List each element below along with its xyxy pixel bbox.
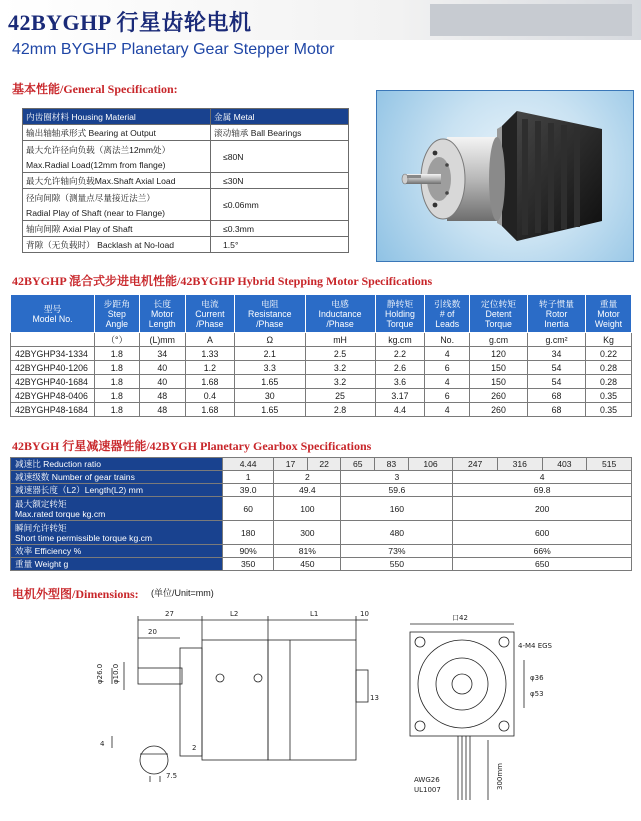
spec-label-en: Max.Radial Load(12mm from flange) bbox=[26, 159, 166, 170]
table-cell: 4 bbox=[453, 471, 632, 484]
mount-hole bbox=[415, 637, 425, 647]
table-row bbox=[11, 361, 632, 375]
gear-motor-image bbox=[377, 91, 635, 263]
title-bar bbox=[0, 0, 641, 40]
table-cell: 1.8 bbox=[95, 375, 140, 389]
dim-label: AWG26 bbox=[414, 776, 440, 784]
table-cell: 1.68 bbox=[185, 375, 234, 389]
table-cell: 65 bbox=[341, 458, 375, 471]
table-cell: 350 bbox=[223, 558, 274, 571]
column-header: 电感 Inductance /Phase bbox=[305, 295, 375, 333]
table-cell: 0.35 bbox=[586, 403, 632, 417]
table-row bbox=[23, 221, 349, 237]
table-row bbox=[11, 458, 632, 471]
dim-label: 27 bbox=[165, 610, 174, 618]
model-cell: 42BYGHP40-1684 bbox=[11, 375, 95, 389]
unit-note: (单位/Unit=mm) bbox=[151, 588, 214, 598]
table-cell: 40 bbox=[139, 375, 185, 389]
table-cell: 1.8 bbox=[95, 389, 140, 403]
spec-value: ≤0.06mm bbox=[211, 189, 349, 221]
motor-photo bbox=[376, 90, 634, 262]
dim-label: L1 bbox=[310, 610, 319, 618]
model-cell: 42BYGHP34-1334 bbox=[11, 347, 95, 361]
table-cell: 48 bbox=[139, 403, 185, 417]
general-spec-table bbox=[22, 108, 349, 253]
table-cell: 1.65 bbox=[234, 375, 305, 389]
dim-label: 4-M4 EGS bbox=[518, 642, 552, 650]
table-cell: 1.68 bbox=[185, 403, 234, 417]
table-cell: 316 bbox=[497, 458, 542, 471]
motor-body bbox=[268, 640, 356, 760]
table-cell: 1.65 bbox=[234, 403, 305, 417]
row-label: 重量 Weight g bbox=[11, 558, 223, 571]
table-cell: 68 bbox=[528, 389, 586, 403]
table-cell: 83 bbox=[375, 458, 409, 471]
column-header: 电阻 Resistance /Phase bbox=[234, 295, 305, 333]
table-cell: 68 bbox=[528, 403, 586, 417]
page-title: 42BYGHP 行星齿轮电机 bbox=[8, 10, 252, 35]
table-cell: 66% bbox=[453, 545, 632, 558]
table-cell: 450 bbox=[274, 558, 341, 571]
units-cell: mH bbox=[305, 333, 375, 347]
table-cell: 0.28 bbox=[586, 375, 632, 389]
table-cell: 48 bbox=[139, 389, 185, 403]
table-cell: 69.8 bbox=[453, 484, 632, 497]
table-row bbox=[23, 173, 349, 189]
spec-label bbox=[23, 189, 211, 221]
table-cell: 59.6 bbox=[341, 484, 453, 497]
table-cell: 1.2 bbox=[185, 361, 234, 375]
spec-value: ≤0.3mm bbox=[211, 221, 349, 237]
table-row bbox=[11, 347, 632, 361]
model-cell: 42BYGHP48-1684 bbox=[11, 403, 95, 417]
column-header: 转子惯量 Rotor Inertia bbox=[528, 295, 586, 333]
table-cell: 34 bbox=[139, 347, 185, 361]
table-cell: 247 bbox=[453, 458, 498, 471]
table-cell: 515 bbox=[587, 458, 632, 471]
table-cell: 3.3 bbox=[234, 361, 305, 375]
table-row bbox=[23, 189, 349, 221]
table-cell: 90% bbox=[223, 545, 274, 558]
dim-label: L2 bbox=[230, 610, 239, 618]
dim-label: 20 bbox=[148, 628, 157, 636]
table-cell: 260 bbox=[470, 389, 528, 403]
dim-label: 300mm bbox=[496, 763, 504, 790]
front-housing-circle bbox=[418, 640, 506, 728]
dim-label: φ36 bbox=[530, 674, 544, 682]
table-cell: 73% bbox=[341, 545, 453, 558]
title-accent-box bbox=[430, 4, 632, 36]
table-cell: 1.8 bbox=[95, 347, 140, 361]
units-cell: Ω bbox=[234, 333, 305, 347]
table-cell: 180 bbox=[223, 521, 274, 545]
spec-label-en: Radial Play of Shaft (near to Flange) bbox=[26, 207, 166, 218]
table-cell: 40 bbox=[139, 361, 185, 375]
table-cell: 0.22 bbox=[586, 347, 632, 361]
spec-label-cn: 最大允许径向负载（离法兰12mm处） bbox=[26, 144, 171, 155]
table-cell: 3.17 bbox=[375, 389, 425, 403]
dim-label: UL1007 bbox=[414, 786, 441, 794]
table-cell: 3.2 bbox=[305, 375, 375, 389]
mount-hole bbox=[499, 637, 509, 647]
table-header-row bbox=[11, 295, 632, 333]
table-cell: 2.6 bbox=[375, 361, 425, 375]
units-cell: A bbox=[185, 333, 234, 347]
screw-hole bbox=[216, 674, 224, 682]
column-header: 重量 Motor Weight bbox=[586, 295, 632, 333]
dim-label: 4 bbox=[100, 740, 105, 748]
units-cell: （°） bbox=[95, 333, 140, 347]
table-cell: 600 bbox=[453, 521, 632, 545]
spec-label bbox=[23, 141, 211, 173]
table-cell: 4.4 bbox=[375, 403, 425, 417]
table-cell: 100 bbox=[274, 497, 341, 521]
table-cell: 106 bbox=[408, 458, 453, 471]
table-row bbox=[11, 558, 632, 571]
table-cell: 300 bbox=[274, 521, 341, 545]
table-cell: 34 bbox=[528, 347, 586, 361]
table-row bbox=[23, 237, 349, 253]
dim-label: 10 bbox=[360, 610, 369, 618]
dim-label: 口42 bbox=[452, 614, 468, 622]
table-cell: 81% bbox=[274, 545, 341, 558]
model-cell: 42BYGHP48-0406 bbox=[11, 389, 95, 403]
table-cell: 30 bbox=[234, 389, 305, 403]
table-row bbox=[11, 545, 632, 558]
gearbox-spec-heading: 42BYGH 行星减速器性能/42BYGH Planetary Gearbox Specifications bbox=[12, 439, 372, 453]
row-label: 瞬间允许转矩 Short time permissible torque kg.cm bbox=[11, 521, 223, 545]
spec-value: ≤80N bbox=[211, 141, 349, 173]
table-cell: 150 bbox=[470, 361, 528, 375]
front-shaft bbox=[452, 674, 472, 694]
table-row bbox=[11, 389, 632, 403]
mount-hole bbox=[415, 721, 425, 731]
table-cell: 0.4 bbox=[185, 389, 234, 403]
table-cell: 2 bbox=[274, 471, 341, 484]
table-cell: 4 bbox=[425, 347, 470, 361]
table-row bbox=[11, 375, 632, 389]
table-cell: 54 bbox=[528, 375, 586, 389]
table-row bbox=[11, 497, 632, 521]
output-shaft bbox=[138, 668, 182, 684]
units-cell: No. bbox=[425, 333, 470, 347]
table-cell: 120 bbox=[470, 347, 528, 361]
screw-hole bbox=[254, 674, 262, 682]
table-cell: 60 bbox=[223, 497, 274, 521]
table-cell: 4.44 bbox=[223, 458, 274, 471]
table-cell: 6 bbox=[425, 361, 470, 375]
spec-label: 内齿圈材料 Housing Material bbox=[23, 109, 211, 125]
row-label: 减速比 Reduction ratio bbox=[11, 458, 223, 471]
table-cell: 0.28 bbox=[586, 361, 632, 375]
dim-label: φ10.0 bbox=[112, 663, 120, 684]
table-row bbox=[23, 141, 349, 173]
table-cell: 1.33 bbox=[185, 347, 234, 361]
table-cell: 6 bbox=[425, 389, 470, 403]
table-cell: 550 bbox=[341, 558, 453, 571]
table-cell: 480 bbox=[341, 521, 453, 545]
table-row bbox=[11, 484, 632, 497]
column-header: 电流 Current /Phase bbox=[185, 295, 234, 333]
table-cell: 0.35 bbox=[586, 389, 632, 403]
table-cell: 22 bbox=[307, 458, 341, 471]
dim-label: 7.5 bbox=[166, 772, 178, 780]
units-cell: g.cm² bbox=[528, 333, 586, 347]
motor-spec-heading: 42BYGHP 混合式步进电机性能/42BYGHP Hybrid Stepping Motor Specifications bbox=[12, 274, 433, 288]
spec-value: 1.5° bbox=[211, 237, 349, 253]
row-label: 减速级数 Number of gear trains bbox=[11, 471, 223, 484]
table-cell: 54 bbox=[528, 361, 586, 375]
table-cell: 39.0 bbox=[223, 484, 274, 497]
table-row bbox=[23, 109, 349, 125]
table-row bbox=[23, 125, 349, 141]
spec-label: 输出轴轴承形式 Bearing at Output bbox=[23, 125, 211, 141]
units-cell bbox=[11, 333, 95, 347]
column-header: 静转矩 Holding Torque bbox=[375, 295, 425, 333]
column-header: 型号 Model No. bbox=[11, 295, 95, 333]
units-cell: g.cm bbox=[470, 333, 528, 347]
table-cell: 150 bbox=[470, 375, 528, 389]
gearbox-flange bbox=[180, 648, 202, 756]
column-header: 引线数 # of Leads bbox=[425, 295, 470, 333]
table-cell: 2.8 bbox=[305, 403, 375, 417]
table-row bbox=[11, 521, 632, 545]
motor-spec-table bbox=[10, 294, 632, 417]
spec-value: ≤30N bbox=[211, 173, 349, 189]
table-cell: 4 bbox=[425, 403, 470, 417]
dim-label: φ53 bbox=[530, 690, 544, 698]
table-cell: 3 bbox=[341, 471, 453, 484]
page-subtitle: 42mm BYGHP Planetary Gear Stepper Motor bbox=[12, 41, 335, 58]
row-label: 最大额定转矩 Max.rated torque kg.cm bbox=[11, 497, 223, 521]
motor-end-cap bbox=[356, 670, 368, 702]
dimension-drawing bbox=[0, 600, 641, 821]
model-cell: 42BYGHP40-1206 bbox=[11, 361, 95, 375]
mount-hole bbox=[499, 721, 509, 731]
table-cell: 1.8 bbox=[95, 361, 140, 375]
row-label: 效率 Efficiency % bbox=[11, 545, 223, 558]
column-header: 定位转矩 Detent Torque bbox=[470, 295, 528, 333]
table-cell: 2.5 bbox=[305, 347, 375, 361]
spec-value: 金属 Metal bbox=[211, 109, 349, 125]
column-header: 长度 Motor Length bbox=[139, 295, 185, 333]
table-cell: 200 bbox=[453, 497, 632, 521]
dim-label: φ26.0 bbox=[96, 663, 104, 684]
dim-label: 13 bbox=[370, 694, 379, 702]
spec-label: 最大允许轴向负载Max.Shaft Axial Load bbox=[23, 173, 211, 189]
table-cell: 49.4 bbox=[274, 484, 341, 497]
row-label: 减速器长度（L2）Length(L2) mm bbox=[11, 484, 223, 497]
table-cell: 2.1 bbox=[234, 347, 305, 361]
table-cell: 650 bbox=[453, 558, 632, 571]
units-row bbox=[11, 333, 632, 347]
table-cell: 403 bbox=[542, 458, 587, 471]
table-cell: 25 bbox=[305, 389, 375, 403]
dimensions-heading: 电机外型图/Dimensions: bbox=[12, 587, 139, 601]
spec-label: 轴向间隙 Axial Play of Shaft bbox=[23, 221, 211, 237]
front-flange bbox=[410, 632, 514, 736]
units-cell: (L)mm bbox=[139, 333, 185, 347]
table-cell: 3.2 bbox=[305, 361, 375, 375]
dim-label: 2 bbox=[192, 744, 197, 752]
table-cell: 1 bbox=[223, 471, 274, 484]
gearbox-spec-table bbox=[10, 457, 632, 571]
units-cell: kg.cm bbox=[375, 333, 425, 347]
spec-label-cn: 径向间隙（测量点尽量接近法兰） bbox=[26, 192, 155, 203]
column-header: 步距角 Step Angle bbox=[95, 295, 140, 333]
table-row bbox=[11, 471, 632, 484]
table-cell: 3.6 bbox=[375, 375, 425, 389]
gearbox-housing bbox=[202, 640, 268, 760]
spec-label: 背隙（无负载时） Backlash at No-load bbox=[23, 237, 211, 253]
spec-value: 滚动轴承 Ball Bearings bbox=[211, 125, 349, 141]
table-cell: 260 bbox=[470, 403, 528, 417]
table-cell: 17 bbox=[274, 458, 308, 471]
units-cell: Kg bbox=[586, 333, 632, 347]
table-row bbox=[11, 403, 632, 417]
table-cell: 2.2 bbox=[375, 347, 425, 361]
table-cell: 160 bbox=[341, 497, 453, 521]
table-cell: 4 bbox=[425, 375, 470, 389]
table-cell: 1.8 bbox=[95, 403, 140, 417]
general-spec-heading: 基本性能/General Specification: bbox=[12, 82, 178, 96]
shaft-section bbox=[140, 746, 168, 774]
